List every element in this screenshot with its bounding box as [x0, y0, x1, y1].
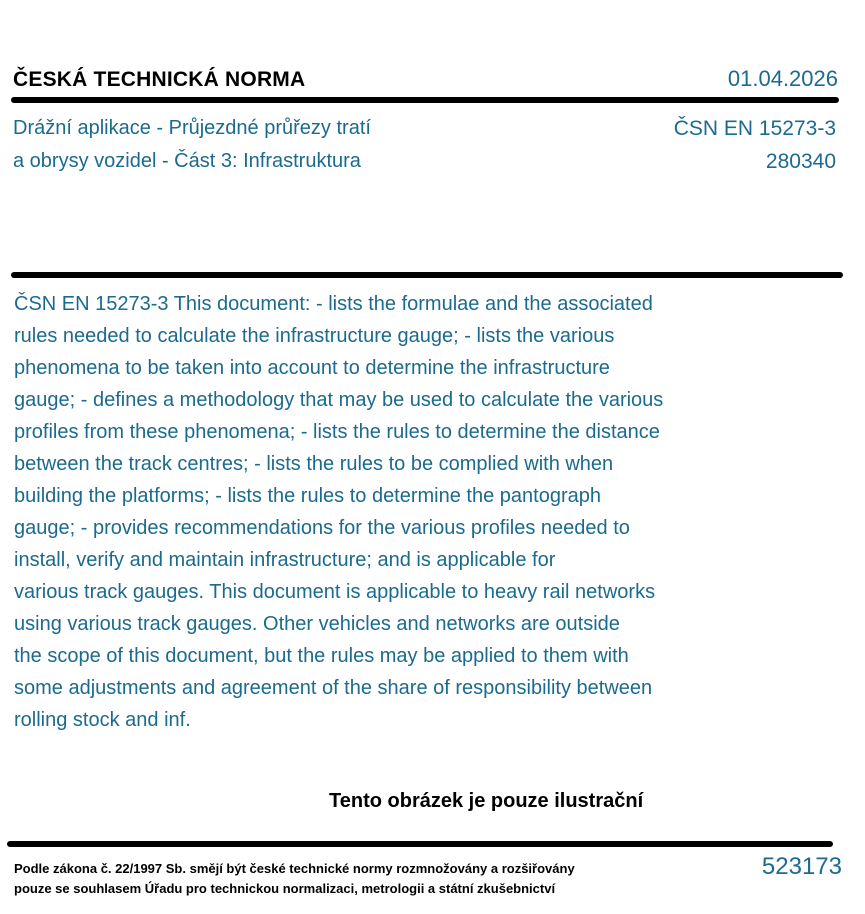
legal-notice [14, 859, 575, 898]
standard-reference [674, 112, 836, 178]
abstract-line: rules needed to calculate the infrastructure gauge; - lists the various [14, 325, 615, 347]
abstract-line: gauge; - defines a methodology that may be used to calculate the various [14, 389, 664, 411]
abstract-line: the scope of this document, but the rules may be applied to them with [14, 645, 629, 667]
divider-header [11, 97, 839, 103]
abstract-line: install, verify and maintain infrastructure; and is applicable for [14, 549, 556, 571]
abstract-line: building the platforms; - lists the rules to determine the pantograph [14, 485, 601, 507]
divider-abstract [11, 272, 843, 278]
standard-title-line-2: a obrysy vozidel - Část 3: Infrastruktura [13, 150, 361, 172]
illustration-note: Tento obrázek je pouze ilustrační [329, 790, 644, 812]
abstract-text [14, 288, 825, 736]
issue-date: 01.04.2026 [727, 66, 838, 91]
abstract-line: some adjustments and agreement of the share of responsibility between [14, 677, 653, 699]
abstract-line: phenomena to be taken into account to determine the infrastructure [14, 357, 610, 379]
standard-code: ČSN EN 15273-3 [673, 117, 836, 140]
legal-text-line-2: pouze se souhlasem Úřadu pro technickou normalizaci, metrologii a státní zkušebnictví [14, 880, 556, 896]
abstract-line: between the track centres; - lists the rules to be complied with when [14, 453, 614, 475]
header [13, 66, 838, 92]
abstract-line: profiles from these phenomena; - lists the rules to determine the distance [14, 421, 660, 443]
abstract-line: rolling stock and inf. [14, 709, 191, 731]
legal-text-line-1: Podle zákona č. 22/1997 Sb. smějí být české technické normy rozmnožovány a rozšiřovány [14, 861, 575, 876]
abstract-line: various track gauges. This document is applicable to heavy rail networks [14, 581, 656, 603]
page-title: ČESKÁ TECHNICKÁ NORMA [13, 68, 306, 91]
abstract-line: ČSN EN 15273-3 This document: - lists the formulae and the associated [14, 293, 653, 315]
abstract-line: using various track gauges. Other vehicles and networks are outside [14, 613, 620, 635]
abstract-line: gauge; - provides recommendations for the various profiles needed to [14, 517, 630, 539]
class-number: 280340 [765, 150, 836, 173]
standard-identification [13, 112, 836, 178]
standard-title-line-1: Drážní aplikace - Průjezdné průřezy tratí [13, 117, 371, 139]
standard-title [13, 112, 371, 178]
divider-footer [7, 841, 833, 847]
order-number: 523173 [761, 853, 842, 880]
